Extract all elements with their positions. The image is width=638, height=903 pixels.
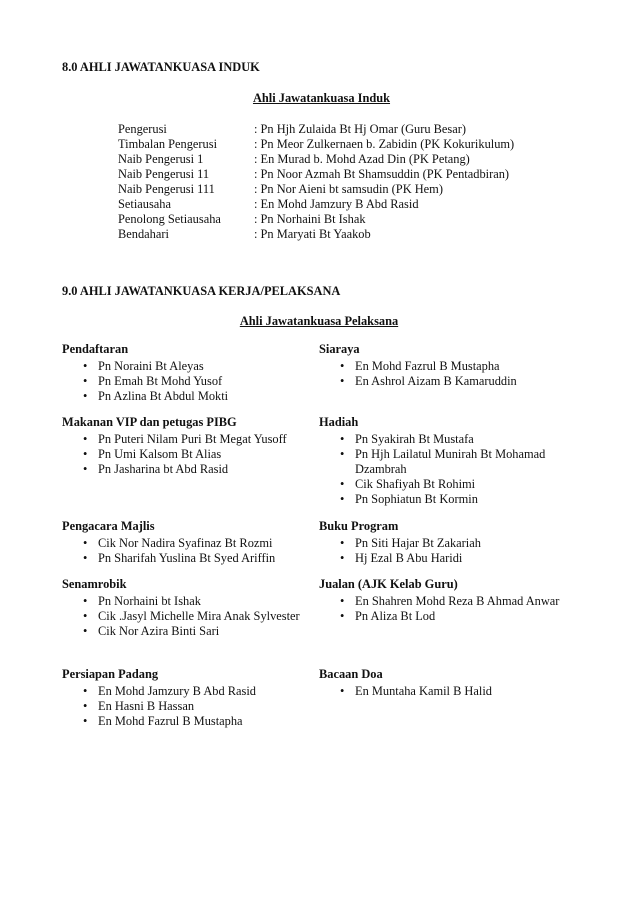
group-pengacara-majlis <box>62 518 337 566</box>
list-item: • Cik Nor Azira Binti Sari <box>62 624 337 639</box>
group-hadiah <box>319 414 579 507</box>
committee-row <box>118 197 588 212</box>
group-pendaftaran <box>62 341 337 404</box>
group-jualan <box>319 576 609 624</box>
role-label: Bendahari <box>118 227 169 241</box>
group-title: Makanan VIP dan petugas PIBG <box>62 415 237 429</box>
list-item: • En Ashrol Aizam B Kamaruddin <box>319 374 594 389</box>
section-9-heading: 9.0 AHLI JAWATANKUASA KERJA/PELAKSANA <box>62 284 341 298</box>
group-title: Siaraya <box>319 342 360 356</box>
committee-row <box>118 227 588 242</box>
group-title: Senamrobik <box>62 577 127 591</box>
group-bacaan-doa <box>319 666 594 699</box>
list-item: • En Hasni B Hassan <box>62 699 337 714</box>
member-name: : En Murad b. Mohd Azad Din (PK Petang) <box>254 152 470 166</box>
list-item: • En Mohd Fazrul B Mustapha <box>62 714 337 729</box>
role-label: Naib Pengerusi 111 <box>118 182 215 196</box>
member-name: : Pn Hjh Zulaida Bt Hj Omar (Guru Besar) <box>254 122 466 136</box>
member-name: : Pn Nor Aieni bt samsudin (PK Hem) <box>254 182 443 196</box>
list-item: • Pn Siti Hajar Bt Zakariah <box>319 536 594 551</box>
list-item: • Cik Nor Nadira Syafinaz Bt Rozmi <box>62 536 337 551</box>
list-item: • Pn Syakirah Bt Mustafa <box>319 432 579 447</box>
member-name: : Pn Noor Azmah Bt Shamsuddin (PK Pentadbiran) <box>254 167 510 181</box>
list-item: • Cik Shafiyah Bt Rohimi <box>319 477 579 492</box>
list-item: • En Shahren Mohd Reza B Ahmad Anwar <box>319 594 609 609</box>
group-title: Pendaftaran <box>62 342 129 356</box>
list-item: • En Muntaha Kamil B Halid <box>319 684 594 699</box>
list-item: • Pn Sophiatun Bt Kormin <box>319 492 579 507</box>
group-title: Jualan (AJK Kelab Guru) <box>319 577 458 591</box>
role-label: Pengerusi <box>118 122 167 136</box>
group-siaraya <box>319 341 594 389</box>
member-name: : En Mohd Jamzury B Abd Rasid <box>254 197 419 211</box>
role-label: Naib Pengerusi 11 <box>118 167 210 181</box>
group-title: Bacaan Doa <box>319 667 383 681</box>
role-label: Timbalan Pengerusi <box>118 137 218 151</box>
role-label: Penolong Setiausaha <box>118 212 221 226</box>
group-buku-program <box>319 518 594 566</box>
committee-row <box>118 152 588 167</box>
member-name: : Pn Maryati Bt Yaakob <box>254 227 371 241</box>
group-senamrobik <box>62 576 337 639</box>
list-item: • Pn Puteri Nilam Puri Bt Megat Yusoff <box>62 432 337 447</box>
group-persiapan-padang <box>62 666 337 729</box>
section-9-subtitle: Ahli Jawatankuasa Pelaksana <box>239 314 399 328</box>
list-item: • Pn Emah Bt Mohd Yusof <box>62 374 337 389</box>
committee-row <box>118 182 588 197</box>
group-makanan-vip <box>62 414 337 477</box>
committee-row <box>118 167 588 182</box>
list-item: • Pn Norhaini bt Ishak <box>62 594 337 609</box>
list-item: • Pn Noraini Bt Aleyas <box>62 359 337 374</box>
role-label: Setiausaha <box>118 197 171 211</box>
list-item: • Pn Aliza Bt Lod <box>319 609 609 624</box>
list-item: • Pn Sharifah Yuslina Bt Syed Ariffin <box>62 551 337 566</box>
list-item: • Pn Hjh Lailatul Munirah Bt Mohamad Dzambrah <box>319 447 579 477</box>
member-name: : Pn Norhaini Bt Ishak <box>254 212 366 226</box>
list-item: • Pn Jasharina bt Abd Rasid <box>62 462 337 477</box>
list-item: • Pn Azlina Bt Abdul Mokti <box>62 389 337 404</box>
group-title: Pengacara Majlis <box>62 519 155 533</box>
list-item: • Hj Ezal B Abu Haridi <box>319 551 594 566</box>
committee-row <box>118 212 588 227</box>
group-title: Buku Program <box>319 519 399 533</box>
committee-row <box>118 122 588 137</box>
group-title: Persiapan Padang <box>62 667 159 681</box>
group-title: Hadiah <box>319 415 359 429</box>
member-name: : Pn Meor Zulkernaen b. Zabidin (PK Kokurikulum) <box>254 137 515 151</box>
list-item: • En Mohd Fazrul B Mustapha <box>319 359 594 374</box>
role-label: Naib Pengerusi 1 <box>118 152 204 166</box>
list-item: • Cik .Jasyl Michelle Mira Anak Sylvester <box>62 609 337 624</box>
section-8-subtitle: Ahli Jawatankuasa Induk <box>252 91 391 105</box>
list-item: • Pn Umi Kalsom Bt Alias <box>62 447 337 462</box>
list-item: • En Mohd Jamzury B Abd Rasid <box>62 684 337 699</box>
section-8-heading: 8.0 AHLI JAWATANKUASA INDUK <box>62 60 260 74</box>
committee-row <box>118 137 588 152</box>
